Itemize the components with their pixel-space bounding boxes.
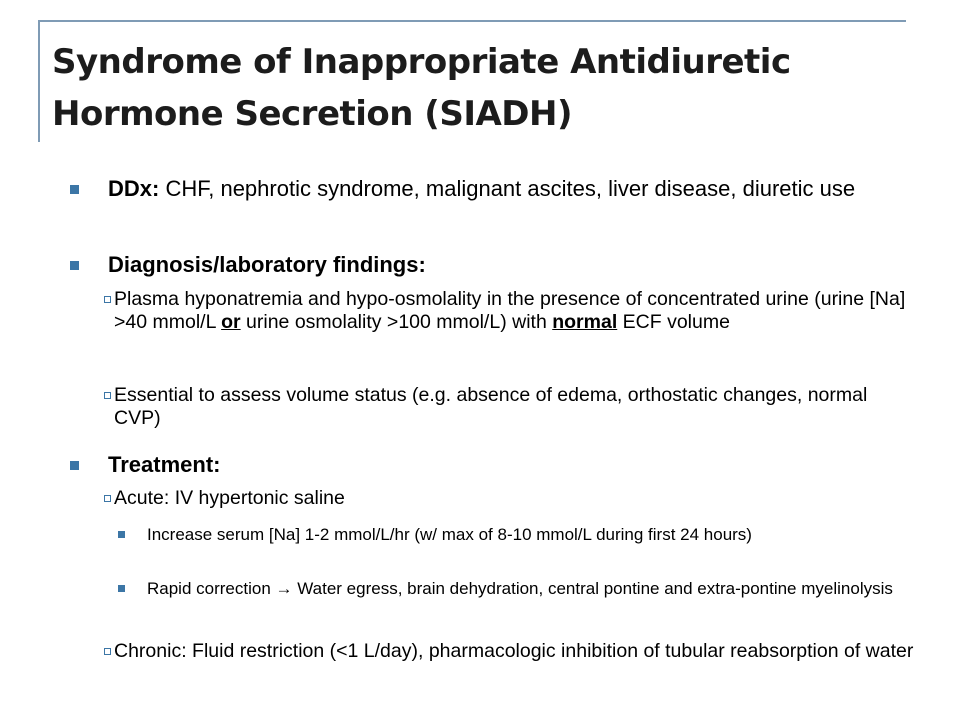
treatment-acute-text: Acute: IV hypertonic saline [114,487,345,509]
square-bullet-icon [118,531,125,538]
diagnosis-item-2 [104,384,916,430]
diagnosis-item-2-text: Essential to assess volume status (e.g. absence of edema, orthostatic changes, normal CVP) [114,384,868,429]
treatment-acute-sub-item-1 [118,524,918,545]
slide-title-line1: Syndrome of Inappropriate Antidiuretic [52,42,791,82]
diagnosis-bullet-item [70,252,930,278]
diagnosis-item-1-normal: normal [552,311,618,333]
treatment-acute-item [104,487,916,510]
diagnosis-item-1 [104,288,916,334]
treatment-chronic-item [104,640,916,663]
square-bullet-icon [118,585,125,592]
treatment-acute-sub-2-text [147,578,918,599]
ddx-text [108,176,930,202]
square-bullet-icon [70,461,79,470]
ddx-bullet-item [70,176,930,202]
hollow-square-bullet-icon [104,495,111,502]
diagnosis-item-1-part1: Plasma hyponatremia and hypo-osmolality in the presence of concentrated urine (urine [Na] >40 mmol/L [114,288,906,333]
diagnosis-item-1-part2: urine osmolality >100 mmol/L) with [240,311,553,333]
diagnosis-item-1-text [114,288,916,334]
treatment-acute-sub-1-text: Increase serum [Na] 1-2 mmol/L/hr (w/ max of 8-10 mmol/L during first 24 hours) [147,525,752,544]
hollow-square-bullet-icon [104,392,111,399]
treatment-acute-sub-2-part1: Rapid correction [147,579,276,598]
ddx-label: DDx: [108,176,160,201]
ddx-body: CHF, nephrotic syndrome, malignant ascites, liver disease, diuretic use [159,176,856,201]
hollow-square-bullet-icon [104,648,111,655]
square-bullet-icon [70,185,79,194]
treatment-acute-sub-2-part2: Water egress, brain dehydration, central pontine and extra-pontine myelinolysis [292,579,893,598]
hollow-square-bullet-icon [104,296,111,303]
diagnosis-item-1-or: or [221,311,241,333]
treatment-chronic-text: Chronic: Fluid restriction (<1 L/day), pharmacologic inhibition of tubular reabsorption of water [114,640,914,662]
square-bullet-icon [70,261,79,270]
right-arrow-icon: → [275,579,293,598]
treatment-bullet-item [70,452,930,478]
slide-title-line2: Hormone Secretion (SIADH) [52,94,573,134]
treatment-label: Treatment: [108,452,221,477]
diagnosis-item-1-part3: ECF volume [617,311,730,333]
treatment-acute-sub-item-2 [118,578,918,599]
diagnosis-label: Diagnosis/laboratory findings: [108,252,426,277]
